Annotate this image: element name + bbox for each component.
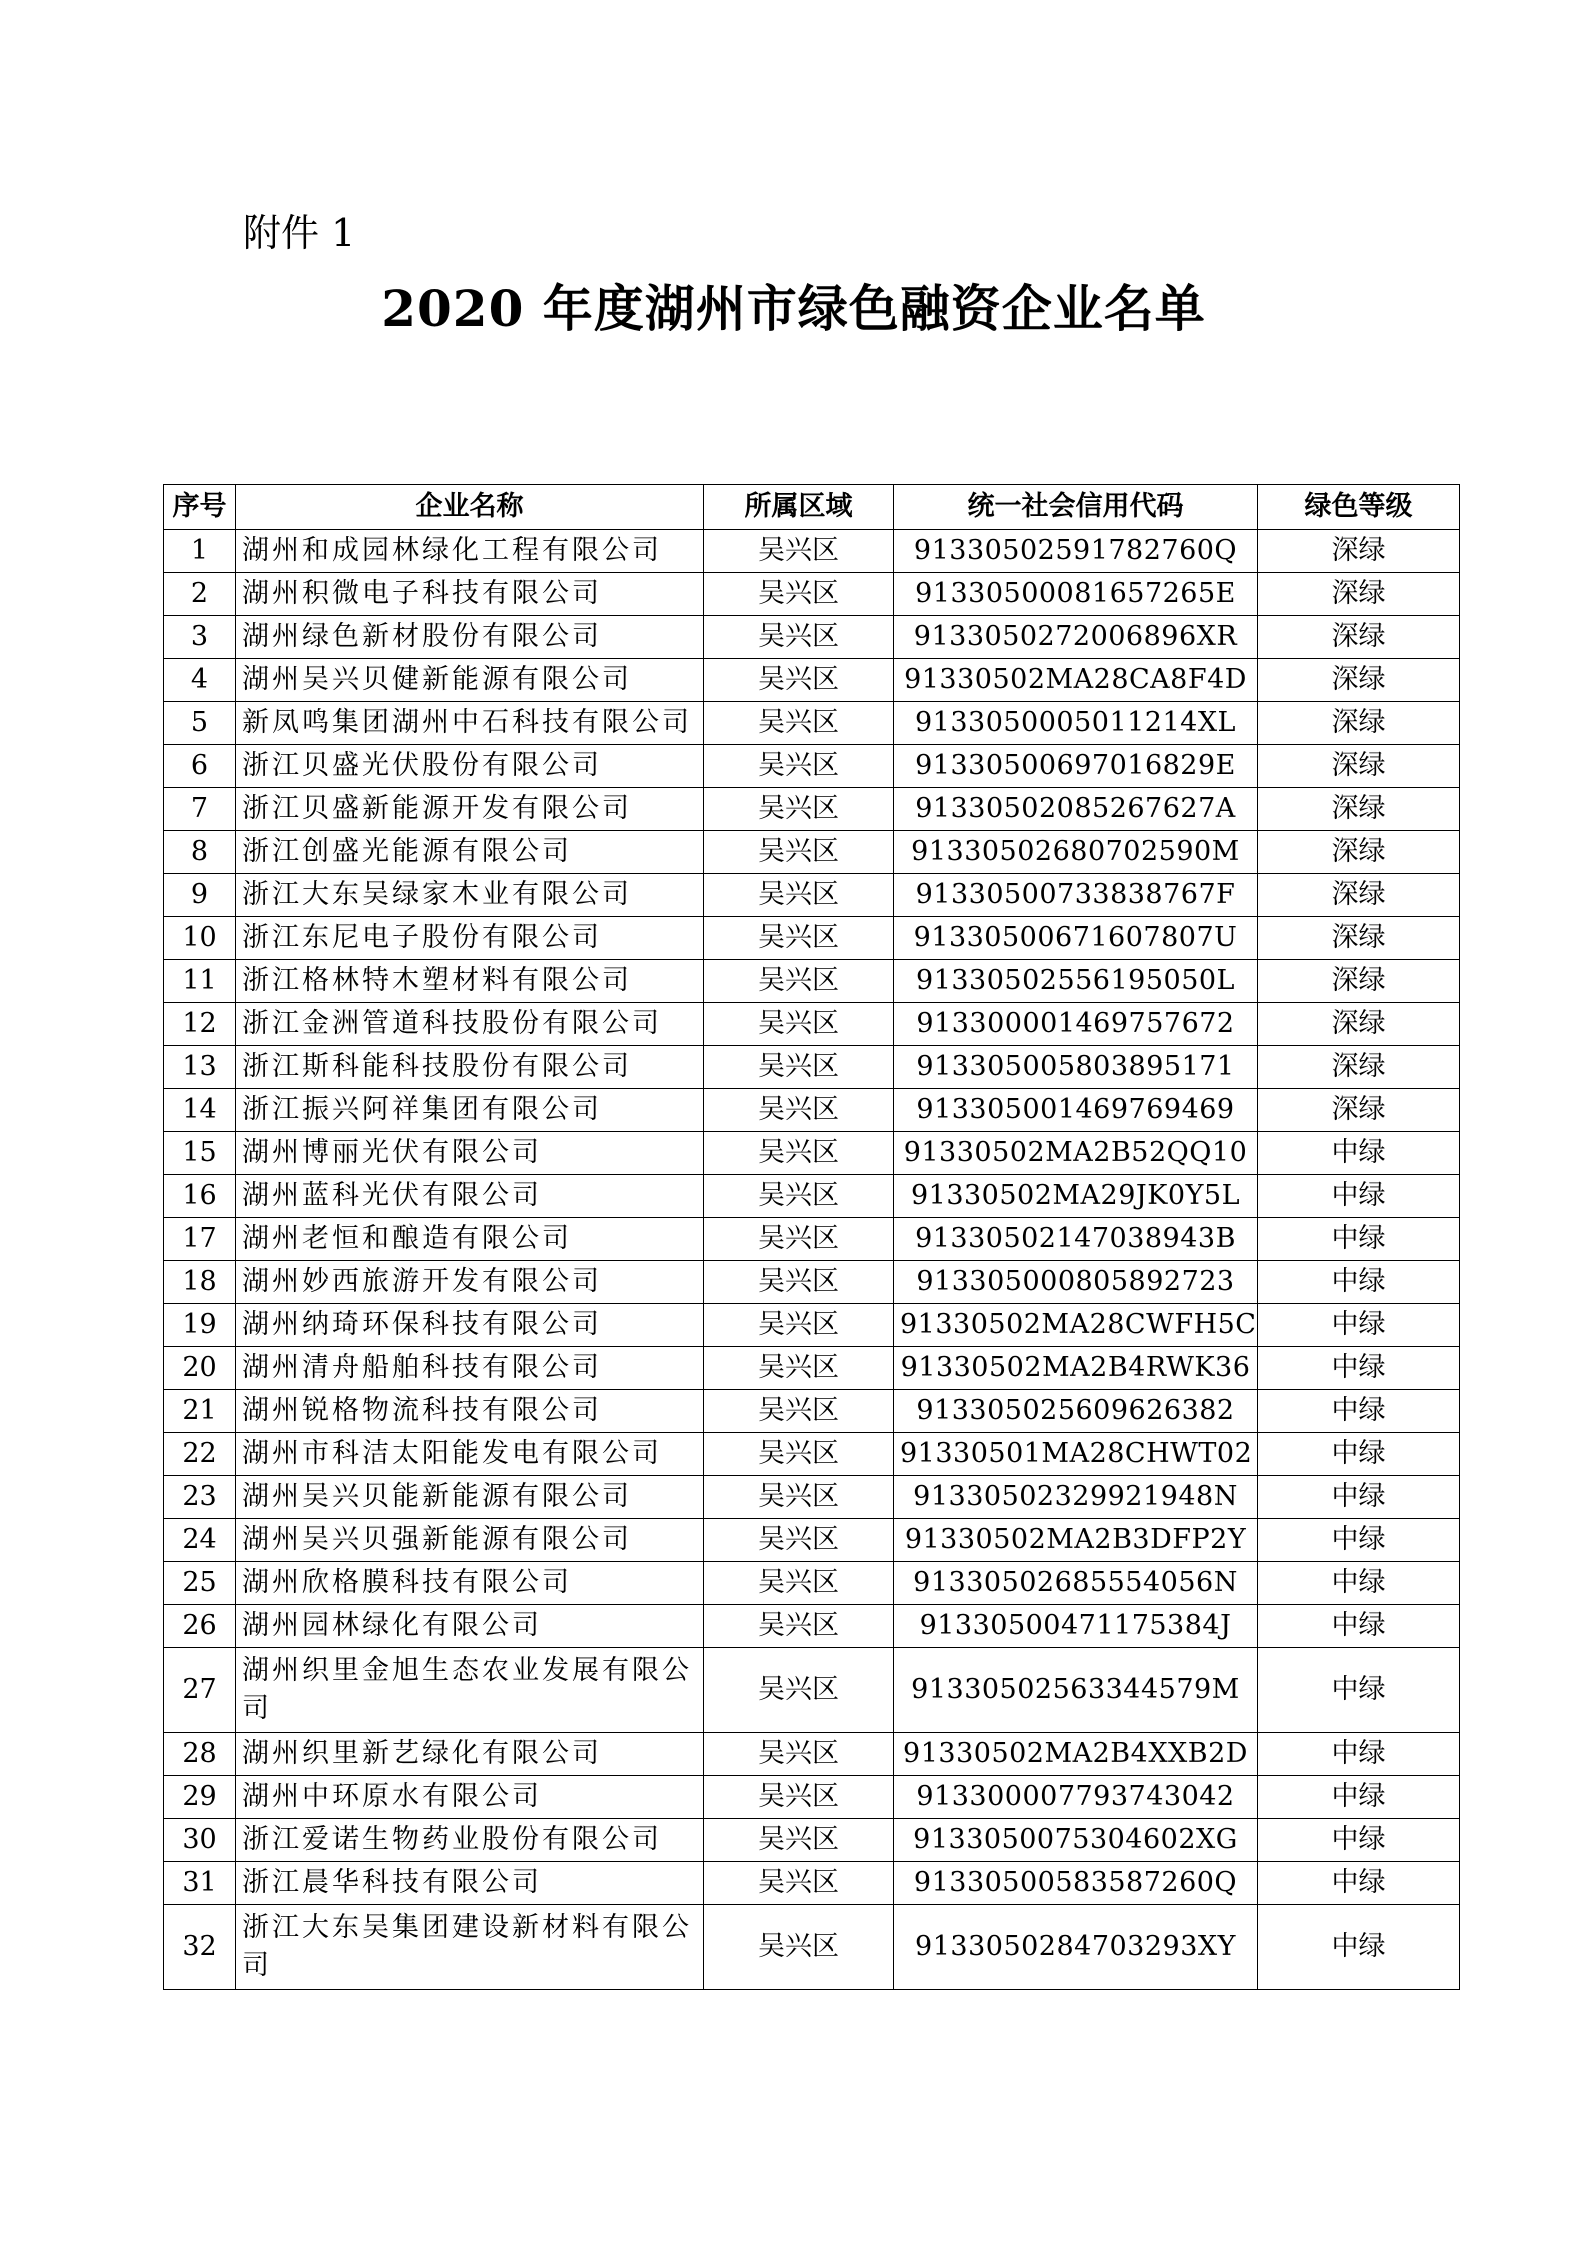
credit-code: 91330502591782760Q bbox=[894, 530, 1258, 573]
green-level: 深绿 bbox=[1258, 530, 1460, 573]
green-level: 中绿 bbox=[1258, 1819, 1460, 1862]
row-index: 18 bbox=[164, 1261, 236, 1304]
row-index: 27 bbox=[164, 1648, 236, 1733]
credit-code: 91330502329921948N bbox=[894, 1476, 1258, 1519]
company-name: 湖州欣格膜科技有限公司 bbox=[236, 1562, 704, 1605]
credit-code: 913305000805892723 bbox=[894, 1261, 1258, 1304]
region: 吴兴区 bbox=[704, 1132, 894, 1175]
row-index: 32 bbox=[164, 1905, 236, 1990]
company-name: 浙江爱诺生物药业股份有限公司 bbox=[236, 1819, 704, 1862]
green-level: 深绿 bbox=[1258, 745, 1460, 788]
row-index: 19 bbox=[164, 1304, 236, 1347]
green-level: 深绿 bbox=[1258, 960, 1460, 1003]
region: 吴兴区 bbox=[704, 530, 894, 573]
region: 吴兴区 bbox=[704, 1519, 894, 1562]
row-index: 8 bbox=[164, 831, 236, 874]
credit-code: 91330502085267627A bbox=[894, 788, 1258, 831]
company-name: 浙江东尼电子股份有限公司 bbox=[236, 917, 704, 960]
green-level: 深绿 bbox=[1258, 874, 1460, 917]
table-row bbox=[164, 1089, 1460, 1132]
row-index: 26 bbox=[164, 1605, 236, 1648]
row-index: 11 bbox=[164, 960, 236, 1003]
table-row bbox=[164, 1519, 1460, 1562]
green-level: 中绿 bbox=[1258, 1218, 1460, 1261]
region: 吴兴区 bbox=[704, 874, 894, 917]
table-row bbox=[164, 1605, 1460, 1648]
row-index: 15 bbox=[164, 1132, 236, 1175]
region: 吴兴区 bbox=[704, 1648, 894, 1733]
row-index: 31 bbox=[164, 1862, 236, 1905]
row-index: 30 bbox=[164, 1819, 236, 1862]
green-level: 深绿 bbox=[1258, 788, 1460, 831]
region: 吴兴区 bbox=[704, 1089, 894, 1132]
region: 吴兴区 bbox=[704, 1347, 894, 1390]
table-row bbox=[164, 659, 1460, 702]
region: 吴兴区 bbox=[704, 1776, 894, 1819]
credit-code: 91330502680702590M bbox=[894, 831, 1258, 874]
region: 吴兴区 bbox=[704, 788, 894, 831]
row-index: 7 bbox=[164, 788, 236, 831]
table-row bbox=[164, 1476, 1460, 1519]
green-level: 深绿 bbox=[1258, 659, 1460, 702]
table-row bbox=[164, 960, 1460, 1003]
credit-code: 91330501MA28CHWT02 bbox=[894, 1433, 1258, 1476]
credit-code: 91330502MA2B3DFP2Y bbox=[894, 1519, 1258, 1562]
region: 吴兴区 bbox=[704, 1733, 894, 1776]
credit-code: 9133050272006896XR bbox=[894, 616, 1258, 659]
table-row bbox=[164, 1433, 1460, 1476]
row-index: 20 bbox=[164, 1347, 236, 1390]
company-name: 湖州吴兴贝能新能源有限公司 bbox=[236, 1476, 704, 1519]
green-level: 中绿 bbox=[1258, 1733, 1460, 1776]
table-row bbox=[164, 1648, 1460, 1733]
region: 吴兴区 bbox=[704, 1261, 894, 1304]
header-index: 序号 bbox=[164, 485, 236, 530]
company-name: 浙江贝盛光伏股份有限公司 bbox=[236, 745, 704, 788]
row-index: 24 bbox=[164, 1519, 236, 1562]
credit-code: 913305005803895171 bbox=[894, 1046, 1258, 1089]
company-name: 浙江格林特木塑材料有限公司 bbox=[236, 960, 704, 1003]
header-credit-code: 统一社会信用代码 bbox=[894, 485, 1258, 530]
table-row bbox=[164, 530, 1460, 573]
company-name: 湖州吴兴贝强新能源有限公司 bbox=[236, 1519, 704, 1562]
green-level: 中绿 bbox=[1258, 1519, 1460, 1562]
credit-code: 91330500583587260Q bbox=[894, 1862, 1258, 1905]
green-level: 深绿 bbox=[1258, 1046, 1460, 1089]
credit-code: 91330502MA2B52QQ10 bbox=[894, 1132, 1258, 1175]
company-name: 湖州吴兴贝健新能源有限公司 bbox=[236, 659, 704, 702]
table-row bbox=[164, 1132, 1460, 1175]
company-name: 浙江晨华科技有限公司 bbox=[236, 1862, 704, 1905]
green-level: 中绿 bbox=[1258, 1175, 1460, 1218]
table-row bbox=[164, 1261, 1460, 1304]
table-row bbox=[164, 1347, 1460, 1390]
company-name: 新凤鸣集团湖州中石科技有限公司 bbox=[236, 702, 704, 745]
region: 吴兴区 bbox=[704, 1476, 894, 1519]
region: 吴兴区 bbox=[704, 1433, 894, 1476]
credit-code: 913305001469769469 bbox=[894, 1089, 1258, 1132]
row-index: 9 bbox=[164, 874, 236, 917]
region: 吴兴区 bbox=[704, 573, 894, 616]
green-level: 中绿 bbox=[1258, 1132, 1460, 1175]
company-name: 湖州中环原水有限公司 bbox=[236, 1776, 704, 1819]
company-name: 湖州纳琦环保科技有限公司 bbox=[236, 1304, 704, 1347]
region: 吴兴区 bbox=[704, 1862, 894, 1905]
table-row bbox=[164, 1562, 1460, 1605]
credit-code: 91330502147038943B bbox=[894, 1218, 1258, 1261]
row-index: 25 bbox=[164, 1562, 236, 1605]
company-name: 湖州市科洁太阳能发电有限公司 bbox=[236, 1433, 704, 1476]
company-name: 湖州锐格物流科技有限公司 bbox=[236, 1390, 704, 1433]
green-level: 中绿 bbox=[1258, 1905, 1460, 1990]
green-level: 中绿 bbox=[1258, 1304, 1460, 1347]
credit-code: 913300007793743042 bbox=[894, 1776, 1258, 1819]
green-level: 中绿 bbox=[1258, 1433, 1460, 1476]
company-name: 浙江金洲管道科技股份有限公司 bbox=[236, 1003, 704, 1046]
company-name: 湖州园林绿化有限公司 bbox=[236, 1605, 704, 1648]
region: 吴兴区 bbox=[704, 659, 894, 702]
row-index: 28 bbox=[164, 1733, 236, 1776]
credit-code: 91330502MA28CA8F4D bbox=[894, 659, 1258, 702]
row-index: 29 bbox=[164, 1776, 236, 1819]
green-level: 中绿 bbox=[1258, 1476, 1460, 1519]
green-level: 深绿 bbox=[1258, 1003, 1460, 1046]
credit-code: 9133050075304602XG bbox=[894, 1819, 1258, 1862]
company-name: 湖州清舟船舶科技有限公司 bbox=[236, 1347, 704, 1390]
credit-code: 9133050284703293XY bbox=[894, 1905, 1258, 1990]
row-index: 3 bbox=[164, 616, 236, 659]
table-row bbox=[164, 1733, 1460, 1776]
table-row bbox=[164, 745, 1460, 788]
region: 吴兴区 bbox=[704, 745, 894, 788]
credit-code: 91330502685554056N bbox=[894, 1562, 1258, 1605]
row-index: 5 bbox=[164, 702, 236, 745]
table-row bbox=[164, 702, 1460, 745]
company-name: 浙江创盛光能源有限公司 bbox=[236, 831, 704, 874]
row-index: 16 bbox=[164, 1175, 236, 1218]
region: 吴兴区 bbox=[704, 1175, 894, 1218]
credit-code: 9133050005011214XL bbox=[894, 702, 1258, 745]
region: 吴兴区 bbox=[704, 1819, 894, 1862]
region: 吴兴区 bbox=[704, 1390, 894, 1433]
header-company-name: 企业名称 bbox=[236, 485, 704, 530]
region: 吴兴区 bbox=[704, 702, 894, 745]
credit-code: 91330500081657265E bbox=[894, 573, 1258, 616]
row-index: 12 bbox=[164, 1003, 236, 1046]
company-name: 湖州和成园林绿化工程有限公司 bbox=[236, 530, 704, 573]
table-row bbox=[164, 616, 1460, 659]
green-level: 中绿 bbox=[1258, 1347, 1460, 1390]
green-level: 中绿 bbox=[1258, 1862, 1460, 1905]
region: 吴兴区 bbox=[704, 831, 894, 874]
credit-code: 91330502MA28CWFH5C bbox=[894, 1304, 1258, 1347]
green-level: 深绿 bbox=[1258, 917, 1460, 960]
company-name: 湖州妙西旅游开发有限公司 bbox=[236, 1261, 704, 1304]
region: 吴兴区 bbox=[704, 917, 894, 960]
table-row bbox=[164, 1175, 1460, 1218]
company-name: 湖州蓝科光伏有限公司 bbox=[236, 1175, 704, 1218]
attachment-label: 附件 1 bbox=[243, 211, 356, 255]
table-row bbox=[164, 1218, 1460, 1261]
credit-code: 91330502563344579M bbox=[894, 1648, 1258, 1733]
row-index: 23 bbox=[164, 1476, 236, 1519]
row-index: 14 bbox=[164, 1089, 236, 1132]
region: 吴兴区 bbox=[704, 1304, 894, 1347]
company-name: 湖州博丽光伏有限公司 bbox=[236, 1132, 704, 1175]
company-name: 湖州织里新艺绿化有限公司 bbox=[236, 1733, 704, 1776]
table-row bbox=[164, 1862, 1460, 1905]
table-row bbox=[164, 1776, 1460, 1819]
company-name: 浙江斯科能科技股份有限公司 bbox=[236, 1046, 704, 1089]
green-level: 中绿 bbox=[1258, 1261, 1460, 1304]
company-name: 浙江大东吴绿家木业有限公司 bbox=[236, 874, 704, 917]
document-title: 2020 年度湖州市绿色融资企业名单 bbox=[381, 279, 1206, 338]
region: 吴兴区 bbox=[704, 960, 894, 1003]
company-name: 湖州绿色新材股份有限公司 bbox=[236, 616, 704, 659]
green-level: 中绿 bbox=[1258, 1562, 1460, 1605]
company-name: 湖州老恒和酿造有限公司 bbox=[236, 1218, 704, 1261]
table-row bbox=[164, 917, 1460, 960]
table-body bbox=[164, 530, 1460, 1990]
green-level: 中绿 bbox=[1258, 1605, 1460, 1648]
region: 吴兴区 bbox=[704, 1218, 894, 1261]
row-index: 4 bbox=[164, 659, 236, 702]
region: 吴兴区 bbox=[704, 1046, 894, 1089]
enterprise-table bbox=[163, 484, 1460, 1990]
header-region: 所属区域 bbox=[704, 485, 894, 530]
table-row bbox=[164, 1304, 1460, 1347]
row-index: 13 bbox=[164, 1046, 236, 1089]
credit-code: 91330500697016829E bbox=[894, 745, 1258, 788]
row-index: 21 bbox=[164, 1390, 236, 1433]
table-row bbox=[164, 1046, 1460, 1089]
credit-code: 91330500671607807U bbox=[894, 917, 1258, 960]
table-row bbox=[164, 1819, 1460, 1862]
company-name: 浙江贝盛新能源开发有限公司 bbox=[236, 788, 704, 831]
credit-code: 91330502MA2B4RWK36 bbox=[894, 1347, 1258, 1390]
company-name: 湖州织里金旭生态农业发展有限公司 bbox=[236, 1648, 704, 1733]
region: 吴兴区 bbox=[704, 1605, 894, 1648]
green-level: 深绿 bbox=[1258, 616, 1460, 659]
region: 吴兴区 bbox=[704, 616, 894, 659]
credit-code: 91330502556195050L bbox=[894, 960, 1258, 1003]
green-level: 深绿 bbox=[1258, 702, 1460, 745]
header-green-level: 绿色等级 bbox=[1258, 485, 1460, 530]
green-level: 中绿 bbox=[1258, 1390, 1460, 1433]
company-name: 浙江振兴阿祥集团有限公司 bbox=[236, 1089, 704, 1132]
region: 吴兴区 bbox=[704, 1562, 894, 1605]
credit-code: 91330500733838767F bbox=[894, 874, 1258, 917]
row-index: 22 bbox=[164, 1433, 236, 1476]
row-index: 6 bbox=[164, 745, 236, 788]
table-row bbox=[164, 1390, 1460, 1433]
credit-code: 91330502MA29JK0Y5L bbox=[894, 1175, 1258, 1218]
row-index: 17 bbox=[164, 1218, 236, 1261]
credit-code: 91330502MA2B4XXB2D bbox=[894, 1733, 1258, 1776]
company-name: 浙江大东吴集团建设新材料有限公司 bbox=[236, 1905, 704, 1990]
credit-code: 91330500471175384J bbox=[894, 1605, 1258, 1648]
green-level: 中绿 bbox=[1258, 1648, 1460, 1733]
credit-code: 913300001469757672 bbox=[894, 1003, 1258, 1046]
table-row bbox=[164, 831, 1460, 874]
region: 吴兴区 bbox=[704, 1003, 894, 1046]
table-row bbox=[164, 1003, 1460, 1046]
green-level: 深绿 bbox=[1258, 1089, 1460, 1132]
green-level: 深绿 bbox=[1258, 831, 1460, 874]
row-index: 10 bbox=[164, 917, 236, 960]
table-header-row bbox=[164, 485, 1460, 530]
region: 吴兴区 bbox=[704, 1905, 894, 1990]
table-row bbox=[164, 788, 1460, 831]
green-level: 深绿 bbox=[1258, 573, 1460, 616]
table-row bbox=[164, 573, 1460, 616]
table-row bbox=[164, 874, 1460, 917]
table-row bbox=[164, 1905, 1460, 1990]
credit-code: 913305025609626382 bbox=[894, 1390, 1258, 1433]
row-index: 2 bbox=[164, 573, 236, 616]
green-level: 中绿 bbox=[1258, 1776, 1460, 1819]
row-index: 1 bbox=[164, 530, 236, 573]
company-name: 湖州积微电子科技有限公司 bbox=[236, 573, 704, 616]
